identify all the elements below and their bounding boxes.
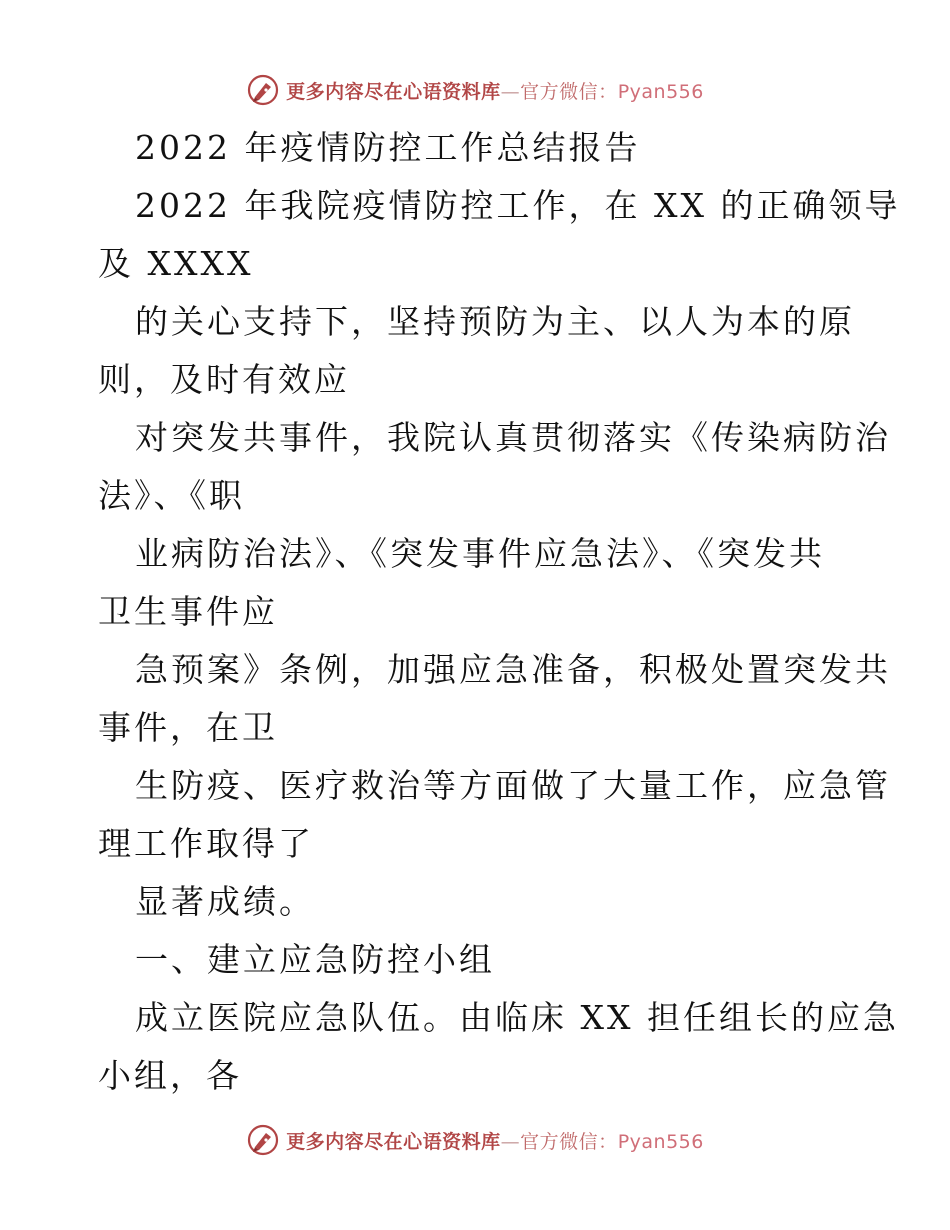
header-banner xyxy=(0,70,950,110)
text-line: 2022 年我院疫情防控工作，在 XX 的正确领导 xyxy=(135,186,901,225)
banner-wechat-label: 官方微信： xyxy=(520,1130,618,1153)
text-line: 理工作取得了 xyxy=(98,824,314,863)
text-line: 显著成绩。 xyxy=(135,882,315,921)
banner-text xyxy=(286,77,704,104)
text-line: 则，及时有效应 xyxy=(98,360,350,399)
text-line: 急预案》条例，加强应急准备，积极处置突发共 xyxy=(135,650,891,689)
document-title: 2022 年疫情防控工作总结报告 xyxy=(135,128,641,167)
text-line: 对突发共事件，我院认真贯彻落实《传染病防治 xyxy=(135,418,891,457)
text-line: 成立医院应急队伍。由临床 XX 担任组长的应急 xyxy=(135,998,899,1037)
banner-wechat-label: 官方微信： xyxy=(520,80,618,103)
banner-dash: — xyxy=(500,80,521,103)
banner-dash: — xyxy=(500,1130,521,1153)
banner-account: Pyan556 xyxy=(617,1130,704,1153)
pen-nib-logo-icon xyxy=(246,1123,280,1157)
text-line: 小组，各 xyxy=(98,1056,242,1095)
banner-site-text: 更多内容尽在心语资料库 xyxy=(286,1130,501,1153)
text-line: 生防疫、医疗救治等方面做了大量工作，应急管 xyxy=(135,766,891,805)
text-line: 及 XXXX xyxy=(98,244,254,283)
text-line: 事件，在卫 xyxy=(98,708,278,747)
banner-site-text: 更多内容尽在心语资料库 xyxy=(286,80,501,103)
text-line: 法》、《职 xyxy=(98,476,245,515)
document-body xyxy=(98,119,901,1105)
text-line: 的关心支持下，坚持预防为主、以人为本的原 xyxy=(135,302,855,341)
text-line: 卫生事件应 xyxy=(98,592,278,631)
banner-text xyxy=(286,1127,704,1154)
pen-nib-logo-icon xyxy=(246,73,280,107)
banner-account: Pyan556 xyxy=(617,80,704,103)
footer-banner xyxy=(0,1120,950,1160)
section-heading: 一、建立应急防控小组 xyxy=(135,940,495,979)
text-line: 业病防治法》、《突发事件应急法》、《突发共 xyxy=(135,534,825,573)
